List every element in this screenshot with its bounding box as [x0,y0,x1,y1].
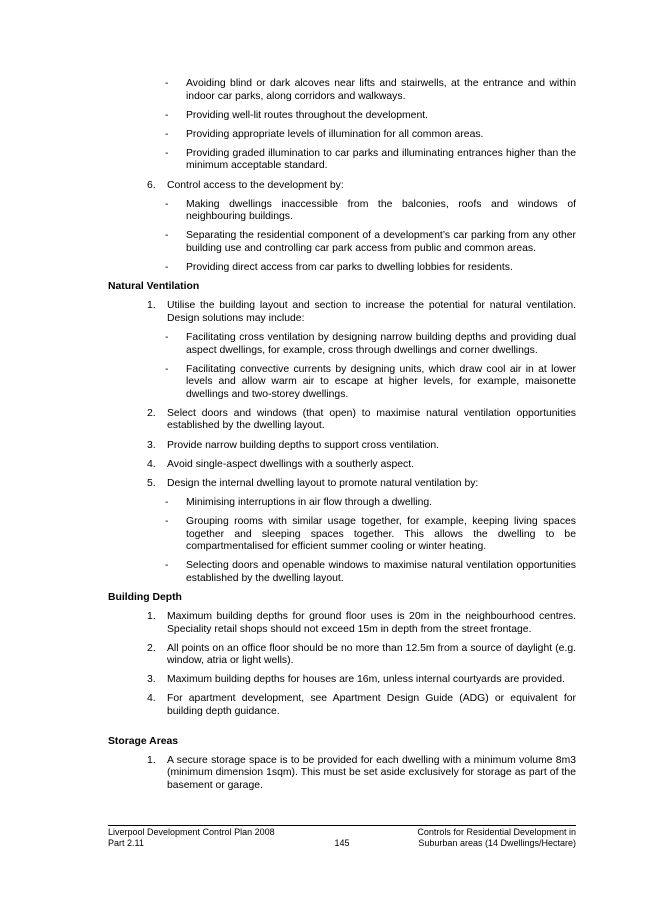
dash-marker: - [165,109,169,121]
item-number: 4. [147,693,156,705]
numbered-item [147,611,576,636]
heading-natural-ventilation: Natural Ventilation [108,281,200,293]
bullet-text: Separating the residential component of a development’s car parking from any other building use and controlling car park access from public and common areas. [186,230,576,254]
bullet-text: Providing appropriate levels of illumination for all common areas. [186,128,484,140]
item-number: 1. [147,611,156,622]
bullet-text: Providing well-lit routes throughout the development. [186,109,429,121]
item-number: 1. [147,300,156,312]
dash-marker: - [165,147,169,159]
item-number: 1. [147,754,156,766]
numbered-item [147,642,576,668]
item-text: Maximum building depths for ground floor uses is 20m in the neighbourhood centres. Speciality retail shops should not exceed 15m in depth from the street frontage. [167,611,576,635]
page-number: 145 [334,838,350,848]
item-text: Avoid single-aspect dwellings with a southerly aspect. [167,458,415,470]
list-item [165,363,576,402]
numbered-item [147,477,576,491]
item-text: All points on an office floor should be no more than 12.5m from a source of daylight (e.g. window, atria or light wells). [167,642,576,667]
bullet-text: Facilitating convective currents by designing units, which draw cool air in at lower levels and allow warm air to escape at higher levels, for example, maisonette dwellings and two-storey dwellings. [186,363,576,400]
numbered-item [147,693,576,718]
item-number: 2. [147,642,156,654]
dash-marker: - [165,560,169,572]
list-item [165,496,576,510]
dash-marker: - [165,515,169,527]
dash-marker: - [165,230,169,242]
list-item [165,198,576,224]
list-item [165,230,576,255]
heading-building-depth: Building Depth [108,591,182,603]
bullet-text: Making dwellings inaccessible from the balconies, roofs and windows of neighbouring buildings. [186,198,576,223]
item-text: Control access to the development by: [167,179,344,191]
page-content [108,78,576,799]
bullet-text: Providing direct access from car parks to dwelling lobbies for residents. [186,262,513,274]
dash-marker: - [165,198,169,210]
footer-plan-title: Liverpool Development Control Plan 2008 [108,827,275,837]
page-footer [108,825,576,848]
item-number: 3. [147,439,156,451]
numbered-item-6 [147,179,576,193]
numbered-item [147,754,576,793]
bullet-text: Selecting doors and openable windows to maximise natural ventilation opportunities established by the dwelling layout. [186,560,576,584]
numbered-item [147,674,576,687]
dash-marker: - [165,363,169,375]
dash-marker: - [165,78,169,89]
bullet-text: Grouping rooms with similar usage together, for example, keeping living spaces together and sleeping spaces together. This allows the dwelling to be compartmentalised for efficient summer cooling or winter heating. [186,515,576,553]
item-text: Select doors and windows (that open) to maximise natural ventilation opportunities established by the dwelling layout. [167,407,576,432]
dash-marker: - [165,496,169,508]
footer-right [417,827,576,849]
list-item [165,109,576,123]
item-number: 5. [147,477,156,489]
list-item [165,78,576,103]
dash-marker: - [165,331,169,343]
item-number: 4. [147,458,156,470]
bullet-text: Facilitating cross ventilation by designing narrow building depths and providing dual aspect dwellings, for example, cross through dwellings and corner dwellings. [186,331,576,356]
list-item [165,147,576,173]
bullet-text: Providing graded illumination to car parks and illuminating entrances higher than the minimum acceptable standard. [186,147,576,172]
numbered-item [147,458,576,472]
item-text: Maximum building depths for houses are 16m, unless internal courtyards are provided. [167,674,565,686]
heading-storage-areas: Storage Areas [108,735,179,747]
item-text: Utilise the building layout and section to increase the potential for natural ventilation. Design solutions may include: [167,300,576,324]
bullet-text: Avoiding blind or dark alcoves near lifts and stairwells, at the entrance and within indoor car parks, along corridors and walkways. [186,78,576,102]
dash-marker: - [165,262,169,274]
item-text: Design the internal dwelling layout to promote natural ventilation by: [167,477,479,489]
list-item [165,560,576,585]
footer-part: Part 2.11 [108,838,144,848]
list-item [165,128,576,142]
item-text: A secure storage space is to be provided for each dwelling with a minimum volume 8m3 (minimum dimension 1sqm). This must be set aside exclusively for storage as part of the basement or garage. [167,754,576,791]
item-text: For apartment development, see Apartment Design Guide (ADG) or equivalent for building depth guidance. [167,693,576,718]
numbered-item [147,407,576,433]
numbered-item [147,300,576,325]
item-number: 3. [147,674,156,686]
item-text: Provide narrow building depths to support cross ventilation. [167,439,440,451]
numbered-item [147,439,576,453]
dash-marker: - [165,128,169,140]
item-number: 2. [147,407,156,419]
list-item [165,262,576,275]
footer-section-title: Controls for Residential Development in [417,827,576,837]
bullet-text: Minimising interruptions in air flow through a dwelling. [186,496,433,508]
footer-section-subtitle: Suburban areas (14 Dwellings/Hectare) [418,838,576,848]
list-item [165,515,576,554]
list-item [165,331,576,357]
item-number: 6. [147,179,156,191]
